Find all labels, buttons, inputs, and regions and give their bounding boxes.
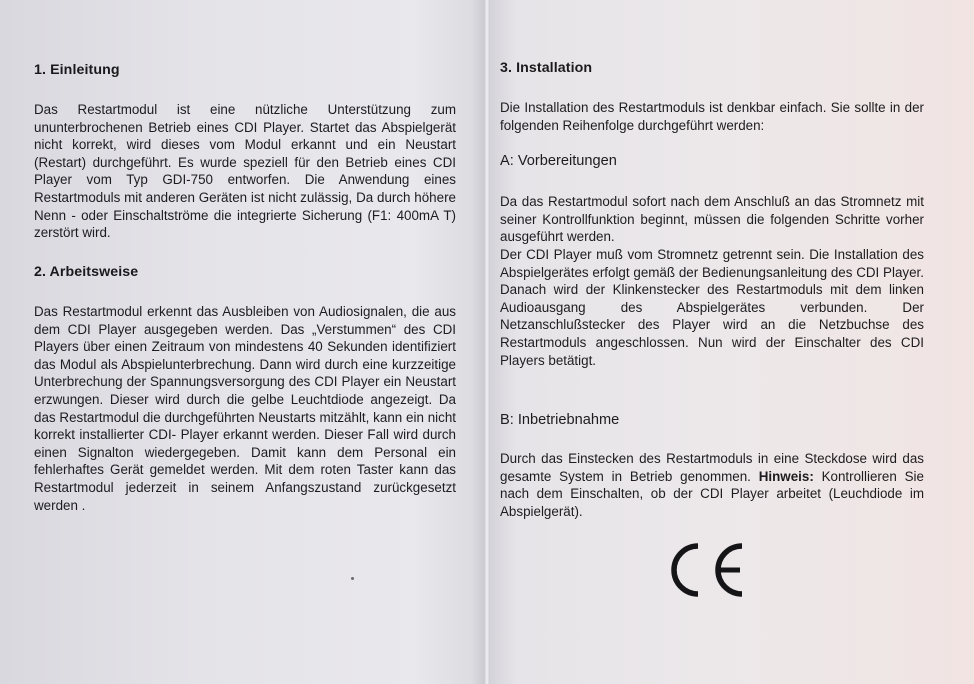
subsection-a-heading: A: Vorbereitungen bbox=[500, 153, 617, 169]
subsection-a-para1: Da das Restartmodul sofort nach dem Anschluß an das Stromnetz mit seiner Kontrollfunktion beginnt, müssen die folgenden Schritte vorher ausgeführt werden. bbox=[500, 194, 924, 245]
page-gutter bbox=[484, 0, 490, 684]
paper-speck bbox=[351, 577, 354, 580]
section-2-heading: 2. Arbeitsweise bbox=[34, 264, 139, 280]
ce-mark-c bbox=[674, 546, 698, 594]
section-1-body: Das Restartmodul ist eine nützliche Unterstützung zum ununterbrochenen Betrieb eines CDI Player. Startet das Abspielgerät nicht korrekt, wird dieses vom Modul erkannt und ein Neustart (Restart) durchgeführt. Es wurde speziell für den Betrieb eines CDI Player vom Typ GDI-750 entworfen. Die Anwendung eines Restartmoduls mit anderen Geräten ist nicht zulässig, Da durch höhere Nenn - oder Einschaltströme die integrierte Sicherung (F1: 400mA T) zerstört wird. bbox=[34, 102, 456, 241]
section-2-body: Das Restartmodul erkennt das Ausbleiben von Audiosignalen, die aus dem CDI Player ausgegeben werden. Das „Verstummen“ des CDI Players über einen Zeitraum von mindestens 40 Sekunden identifiziert das Modul als Abspielunterbrechung. Dann wird durch eine kurzzeitige Unterbrechung der Spannungsversorgung des CDI Player ein Neustart erzwungen. Dieser wird durch die gelbe Leuchtdiode angezeigt. Da das Restartmodul die durchgeführten Neustarts mitzählt, kann ein nicht korrekt installierter CDI- Player erkannt werden. Dieser Fall wird durch einen Signalton wiedergegeben. Damit kann dem Personal ein fehlerhaftes Gerät gemeldet werden. Mit dem roten Taster kann das Restartmodul jederzeit in seinem Anfangszustand zurückgesetzt werden . bbox=[34, 304, 456, 513]
subsection-b-text-after: Kontrollieren Sie nach dem Einschalten, ob der CDI Player arbeitet (Leuchdiode im Abspielgerät). bbox=[500, 468, 924, 519]
section-1-heading: 1. Einleitung bbox=[34, 62, 120, 78]
ce-mark-logo bbox=[662, 540, 748, 600]
subsection-b-text-before: Durch das Einstecken des Restartmoduls in eine Steckdose wird das gesamte System in Betrieb genommen. bbox=[500, 451, 924, 484]
section-3-heading: 3. Installation bbox=[500, 60, 593, 76]
subsection-b-body bbox=[500, 450, 924, 520]
section-3-intro: Die Installation des Restartmoduls ist denkbar einfach. Sie sollte in der folgenden Reihenfolge durchgeführt werden: bbox=[500, 100, 924, 133]
subsection-a-para2: Der CDI Player muß vom Stromnetz getrennt sein. Die Installation des Abspielgerätes erfolgt gemäß der Bedienungsanleitung des CDI Player. Danach wird der Klinkenstecker des Restartmoduls mit dem linken Audioausgang des Abspielgerätes verbunden. Der Netzanschlußstecker des Player wird an die Netzbuchse des Restartmoduls angeschlossen. Nun wird der Einschalter des CDI Players betätigt. bbox=[500, 247, 924, 368]
subsection-b-heading: B: Inbetriebnahme bbox=[500, 412, 620, 428]
hint-label: Hinweis: bbox=[758, 468, 814, 484]
